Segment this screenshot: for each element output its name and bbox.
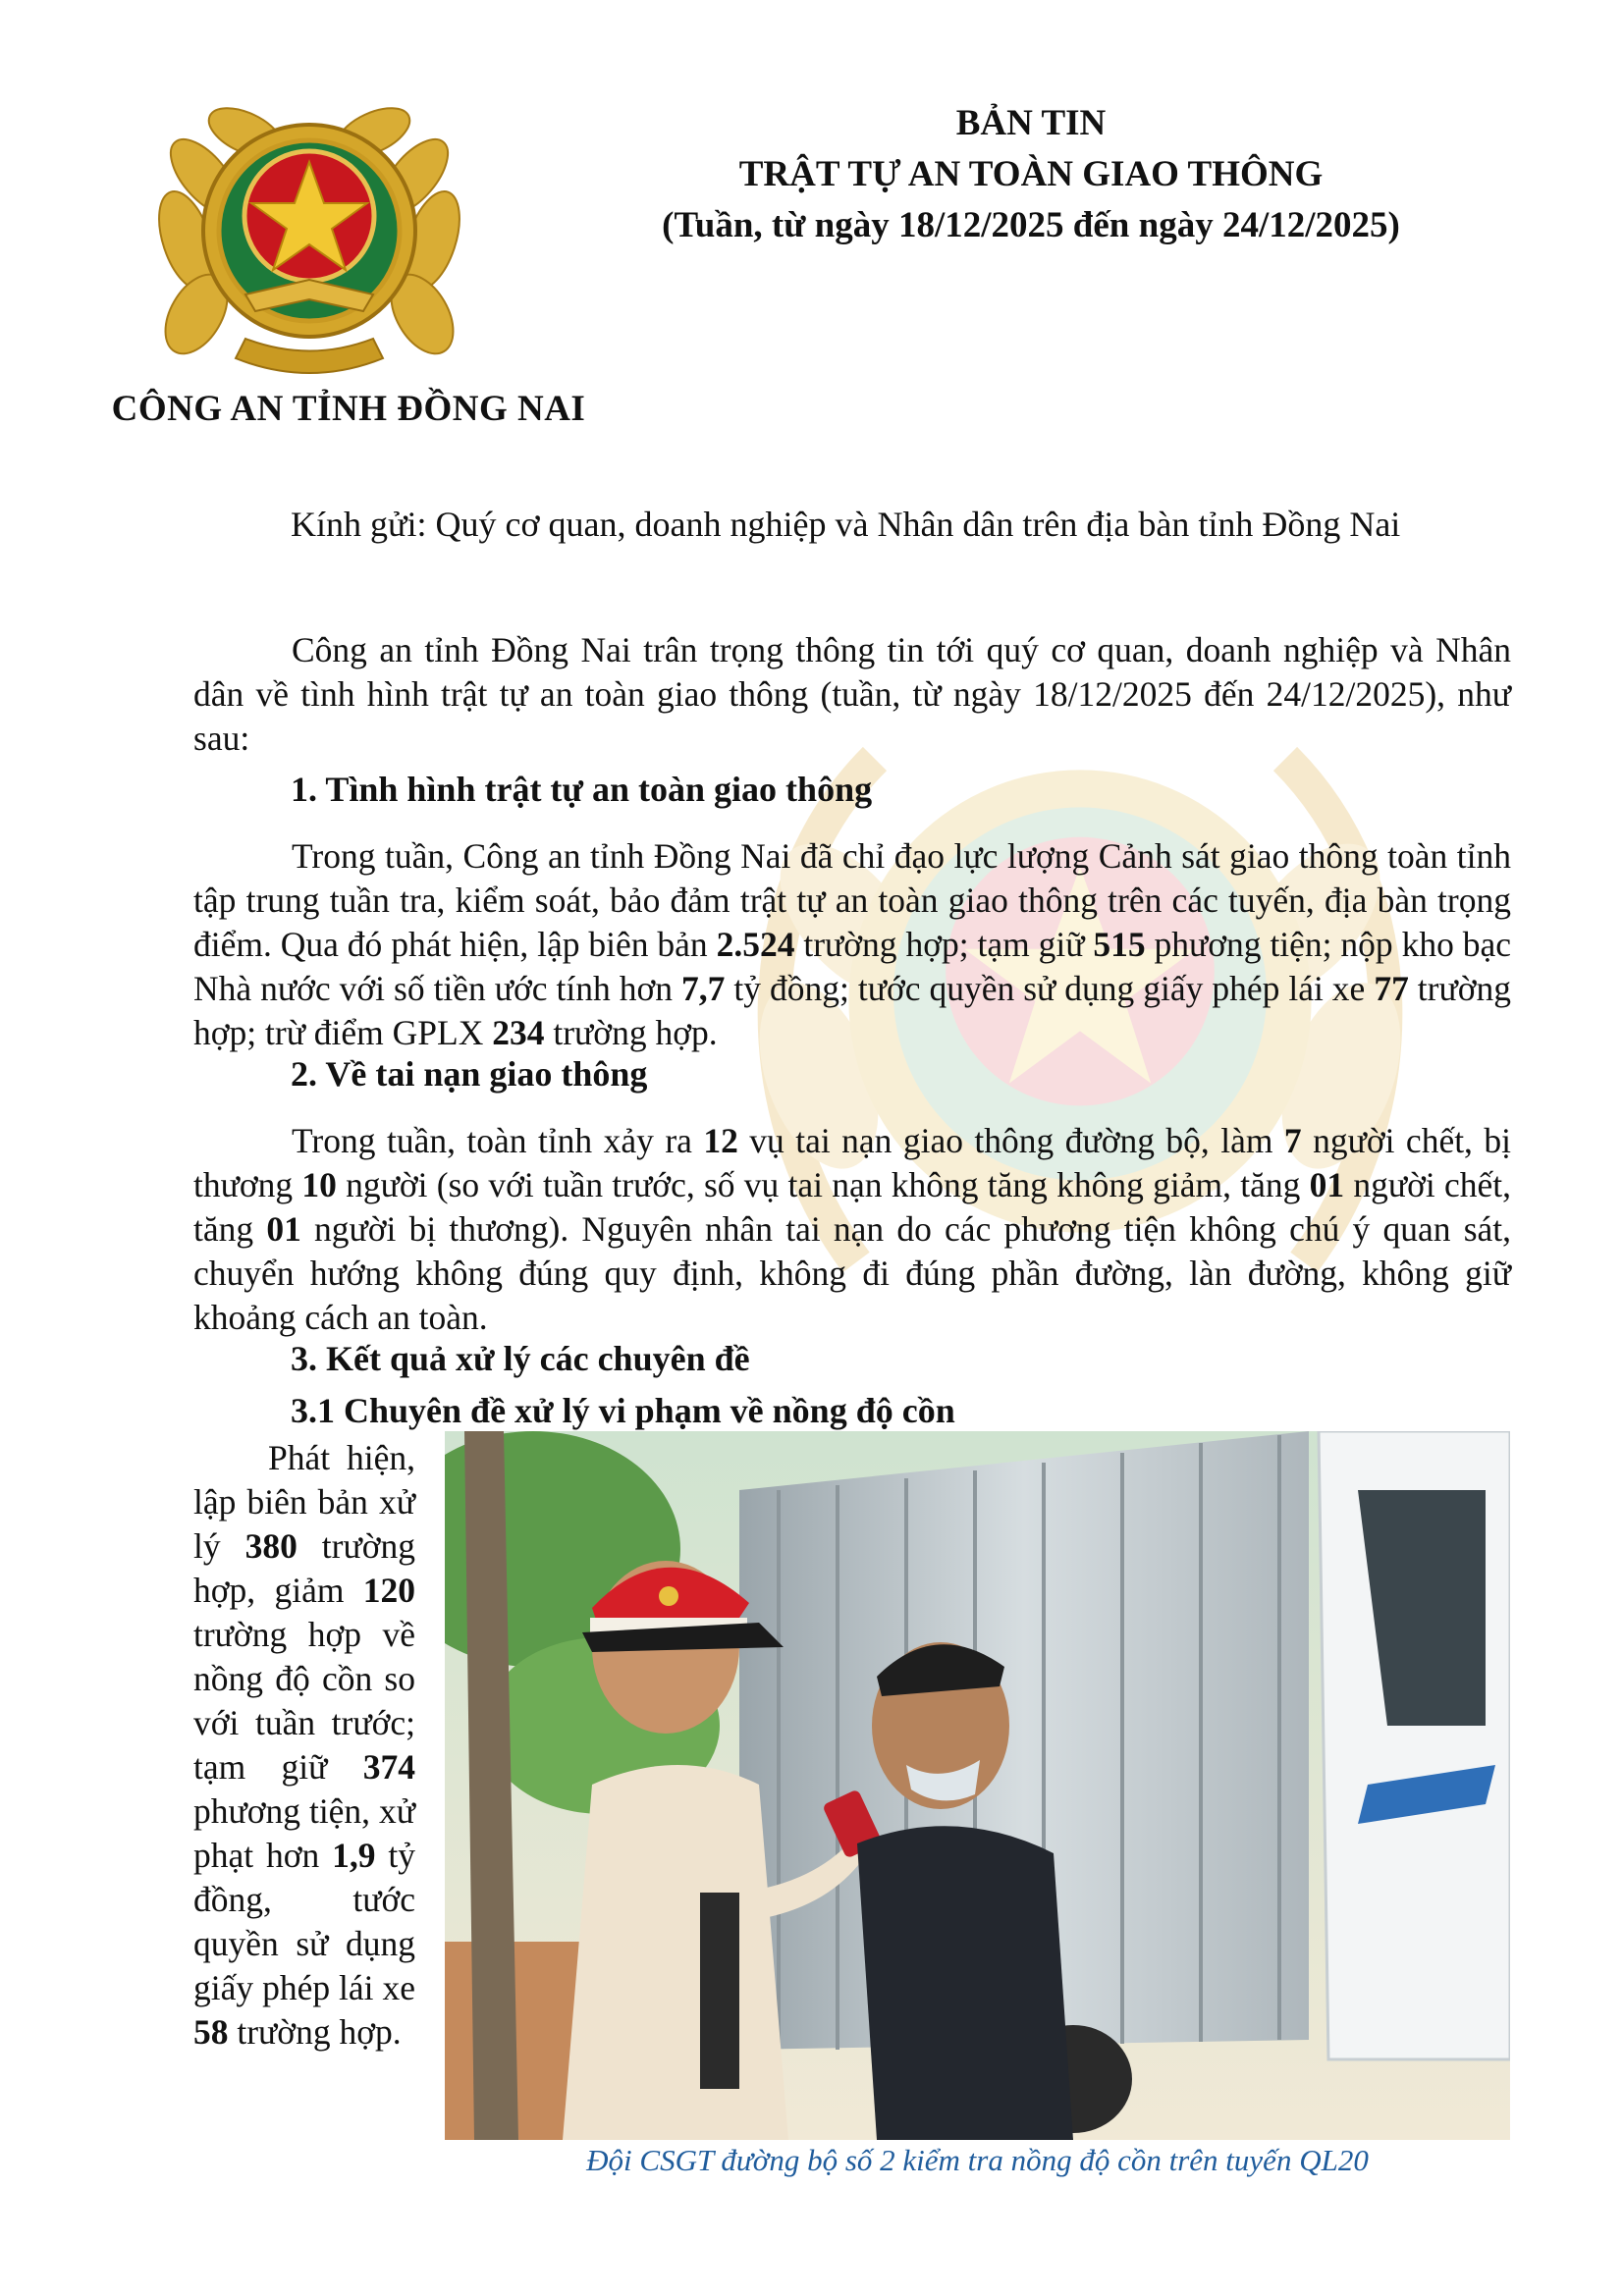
text-span: trường hợp.	[228, 2012, 402, 2052]
stat-value: 120	[362, 1571, 415, 1610]
text-span: trường hợp; tạm giữ	[794, 925, 1094, 964]
stat-value: 58	[193, 2012, 229, 2052]
salutation: Kính gửi: Quý cơ quan, doanh nghiệp và Nhân dân trên địa bàn tỉnh Đồng Nai	[291, 505, 1401, 544]
police-emblem-icon	[128, 93, 491, 388]
stat-value: 12	[703, 1121, 738, 1160]
stat-value: 2.524	[716, 925, 795, 964]
text-span: Trong tuần, toàn tỉnh xảy ra	[292, 1121, 704, 1160]
section-1-heading: 1. Tình hình trật tự an toàn giao thông	[291, 770, 873, 809]
text-span: trường hợp, giảm	[193, 1526, 415, 1610]
text-span: trường hợp về nồng độ cồn so với tuần trước; tạm giữ	[193, 1615, 415, 1787]
text-span: người (so với tuần trước, số vụ tai nạn không tăng không giảm, tăng	[336, 1165, 1310, 1204]
breathalyzer-check-photo	[445, 1431, 1510, 2140]
stat-value: 234	[492, 1013, 545, 1052]
photo-caption: Đội CSGT đường bộ số 2 kiểm tra nồng độ cồn trên tuyến QL20	[586, 2143, 1369, 2177]
section-3-1-heading: 3.1 Chuyên đề xử lý vi phạm về nồng độ cồn	[291, 1391, 955, 1430]
text-span: Phát hiện, lập biên bản xử lý	[193, 1438, 415, 1566]
text-span: người bị thương). Nguyên nhân tai nạn do các phương tiện không chú ý quan sát, chuyển hướng không đúng quy định, không đi đúng phần đường, làn đường, không giữ khoảng cách an toàn.	[193, 1209, 1512, 1337]
section-1-paragraph	[193, 834, 1511, 1055]
section-1-body	[193, 834, 1511, 1055]
stat-value: 01	[266, 1209, 301, 1249]
text-span: trường hợp; trừ điểm GPLX	[193, 969, 1511, 1052]
section-3-1-paragraph	[193, 1436, 415, 2055]
stat-value: 7,7	[681, 969, 726, 1008]
text-span: vụ tai nạn giao thông đường bộ, làm	[737, 1121, 1284, 1160]
stat-value: 1,9	[332, 1836, 376, 1875]
stat-value: 77	[1374, 969, 1409, 1008]
text-span: tỷ đồng, tước quyền sử dụng giấy phép lái xe	[193, 1836, 415, 2007]
stat-value: 515	[1093, 925, 1146, 964]
section-2-paragraph	[193, 1119, 1511, 1340]
bulletin-title	[589, 98, 1473, 251]
stat-value: 380	[244, 1526, 298, 1566]
section-3-1-body	[193, 1436, 415, 2055]
section-2-body	[193, 1119, 1511, 1340]
text-span: phương tiện; nộp kho bạc Nhà nước với số tiền ước tính hơn	[193, 925, 1511, 1008]
text-span: trường hợp.	[544, 1013, 718, 1052]
intro-paragraph	[193, 628, 1511, 761]
title-line-1: BẢN TIN	[955, 103, 1107, 143]
section-2-heading: 2. Về tai nạn giao thông	[291, 1054, 648, 1094]
text-span: người chết, tăng	[193, 1165, 1511, 1249]
section-3-heading: 3. Kết quả xử lý các chuyên đề	[291, 1339, 750, 1378]
stat-value: 7	[1283, 1121, 1302, 1160]
text-span: Trong tuần, Công an tỉnh Đồng Nai đã chỉ đạo lực lượng Cảnh sát giao thông toàn tỉnh tập trung tuần tra, kiểm soát, bảo đảm trật tự an toàn giao thông trên các tuyến, địa bàn trọng điểm. Qua đó phát hiện, lập biên bản	[193, 836, 1511, 964]
title-line-2: TRẬT TỰ AN TOÀN GIAO THÔNG	[738, 154, 1324, 194]
stat-value: 10	[301, 1165, 337, 1204]
text-span: tỷ đồng; tước quyền sử dụng giấy phép lái xe	[725, 969, 1375, 1008]
intro-text: Công an tỉnh Đồng Nai trân trọng thông tin tới quý cơ quan, doanh nghiệp và Nhân dân về tình hình trật tự an toàn giao thông (tuần, từ ngày 18/12/2025 đến 24/12/2025), như sau:	[193, 630, 1511, 758]
stat-value: 374	[362, 1747, 415, 1787]
text-span: phương tiện, xử phạt hơn	[193, 1791, 415, 1875]
stat-value: 01	[1309, 1165, 1345, 1204]
agency-name: CÔNG AN TỈNH ĐỒNG NAI	[111, 389, 586, 429]
title-line-3: (Tuần, từ ngày 18/12/2025 đến ngày 24/12/2025)	[662, 205, 1400, 245]
text-span: người chết, bị thương	[193, 1121, 1511, 1204]
